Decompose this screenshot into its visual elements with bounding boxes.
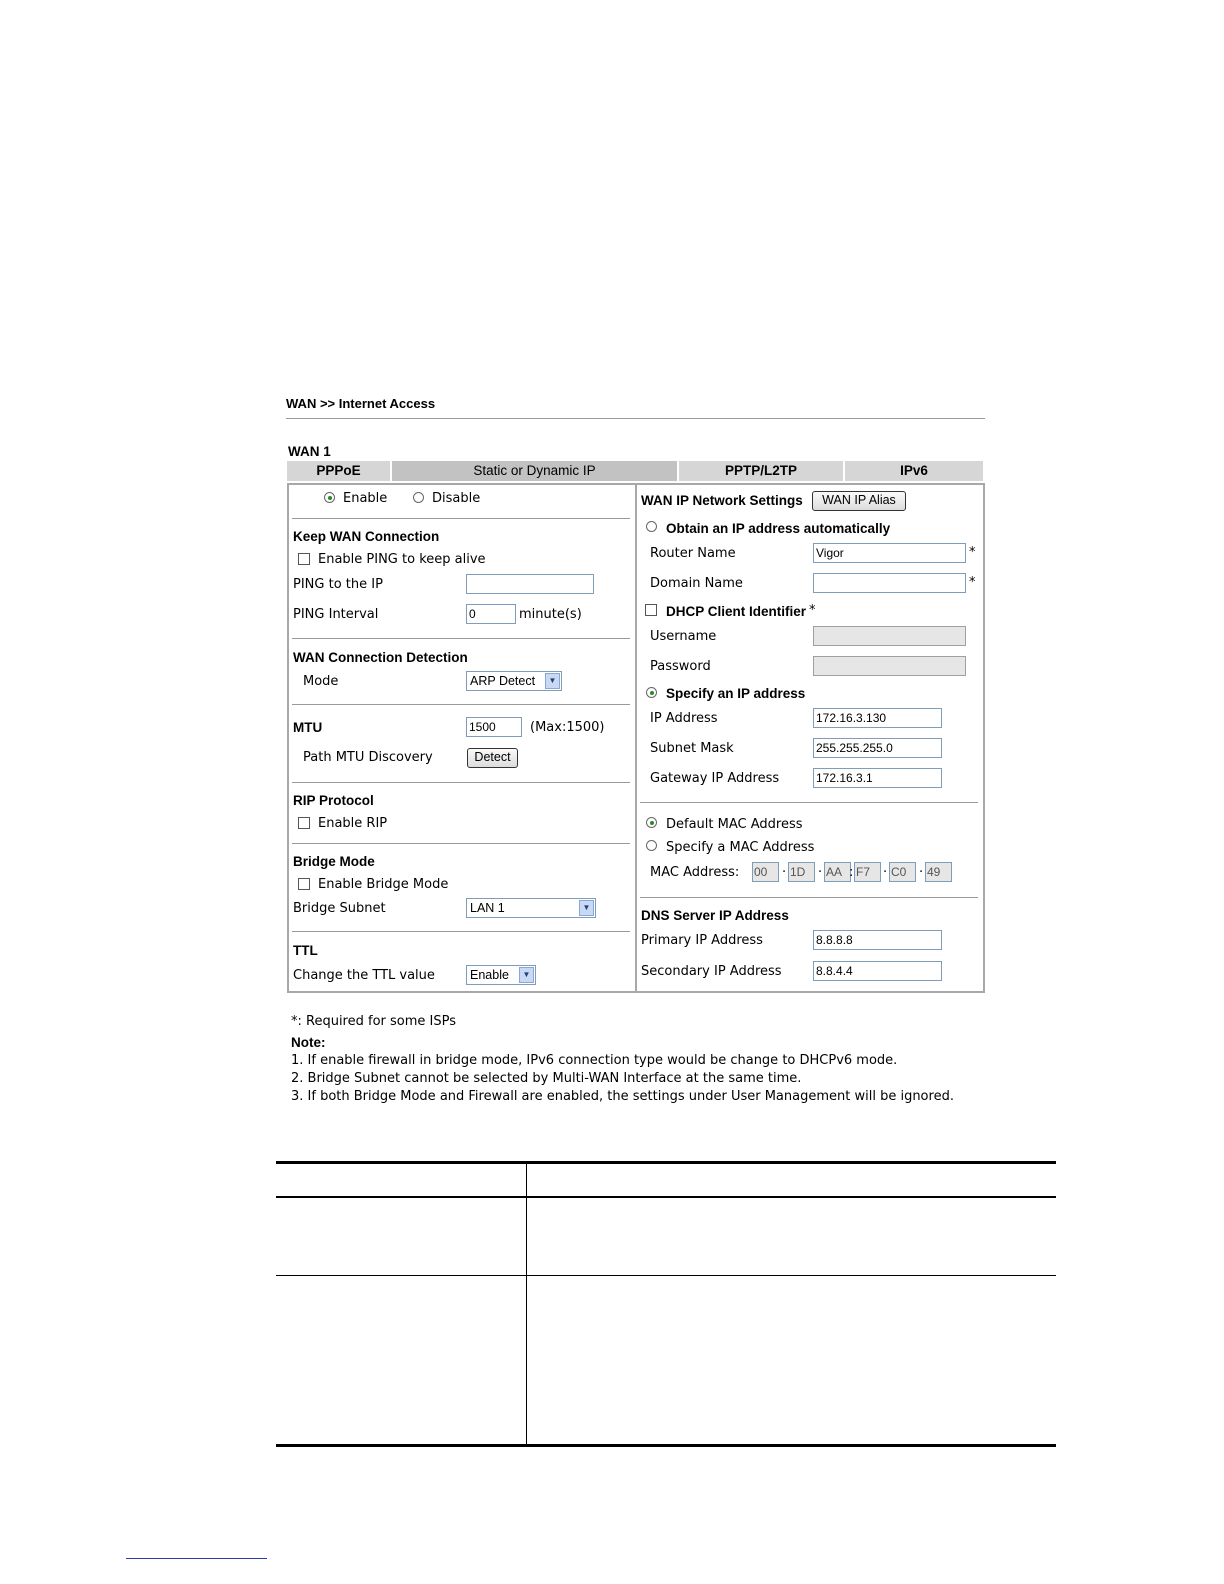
bridge-enable-label: Enable Bridge Mode — [318, 877, 449, 892]
disable-radio[interactable] — [413, 492, 424, 503]
mtu-title: MTU — [293, 720, 323, 735]
domain-name-label: Domain Name — [650, 576, 743, 591]
table-bottom-rule — [276, 1444, 1056, 1447]
specify-ip-radio[interactable] — [646, 687, 657, 698]
mac-octet-4[interactable]: F7 — [854, 862, 881, 882]
domain-name-input[interactable] — [813, 573, 966, 593]
divider — [292, 843, 630, 844]
subnet-mask-input[interactable]: 255.255.255.0 — [813, 738, 942, 758]
specify-mac-radio[interactable] — [646, 840, 657, 851]
divider — [292, 704, 630, 705]
bridge-subnet-select[interactable] — [466, 898, 596, 918]
table-top-rule — [276, 1161, 1056, 1164]
obtain-ip-label: Obtain an IP address automatically — [666, 521, 891, 536]
breadcrumb-divider — [286, 418, 985, 419]
rip-title: RIP Protocol — [293, 793, 374, 808]
gateway-input[interactable]: 172.16.3.1 — [813, 768, 942, 788]
ping-interval-label: PING Interval — [293, 607, 379, 622]
ping-enable-checkbox[interactable] — [298, 553, 310, 565]
username-label: Username — [650, 629, 717, 644]
ip-address-input[interactable]: 172.16.3.130 — [813, 708, 942, 728]
ttl-label: Change the TTL value — [293, 968, 435, 983]
table-column-rule — [526, 1161, 527, 1446]
bridge-subnet-label: Bridge Subnet — [293, 901, 386, 916]
bridge-subnet-value: LAN 1 — [470, 901, 505, 915]
pmtu-label: Path MTU Discovery — [303, 750, 433, 765]
password-input[interactable] — [813, 656, 966, 676]
keep-wan-title: Keep WAN Connection — [293, 529, 440, 544]
default-mac-label: Default MAC Address — [666, 817, 803, 832]
dhcp-client-checkbox[interactable] — [645, 604, 657, 616]
breadcrumb: WAN >> Internet Access — [286, 396, 436, 411]
footer-rule — [126, 1558, 267, 1559]
specify-ip-label: Specify an IP address — [666, 686, 806, 701]
domain-name-required: * — [969, 575, 976, 590]
mac-separator: · — [919, 865, 924, 880]
enable-radio[interactable] — [324, 492, 335, 503]
note-line: 2. Bridge Subnet cannot be selected by Multi-WAN Interface at the same time. — [291, 1071, 802, 1086]
divider — [640, 802, 978, 803]
ping-ip-label: PING to the IP — [293, 577, 383, 592]
divider — [640, 897, 978, 898]
primary-dns-label: Primary IP Address — [641, 933, 763, 948]
tab-static-dynamic-ip[interactable]: Static or Dynamic IP — [392, 461, 677, 481]
ttl-value: Enable — [470, 968, 509, 982]
username-input[interactable] — [813, 626, 966, 646]
primary-dns-input[interactable]: 8.8.8.8 — [813, 930, 942, 950]
mode-select[interactable] — [466, 671, 562, 691]
ping-ip-input[interactable] — [466, 574, 594, 594]
detection-title: WAN Connection Detection — [293, 650, 468, 665]
divider — [292, 782, 630, 783]
divider — [292, 638, 630, 639]
disable-label: Disable — [432, 491, 481, 506]
ping-interval-unit: minute(s) — [519, 607, 582, 622]
rip-enable-checkbox[interactable] — [298, 817, 310, 829]
ttl-select[interactable] — [466, 965, 536, 985]
password-label: Password — [650, 659, 711, 674]
divider — [292, 931, 630, 932]
chevron-down-icon: ▼ — [545, 673, 560, 689]
ip-address-label: IP Address — [650, 711, 718, 726]
mode-label: Mode — [303, 674, 339, 689]
rip-enable-label: Enable RIP — [318, 816, 388, 831]
note-title: Note: — [291, 1035, 326, 1050]
note-line: 1. If enable firewall in bridge mode, IPv6 connection type would be change to DHCPv6 mode. — [291, 1053, 898, 1068]
router-name-label: Router Name — [650, 546, 736, 561]
ttl-title: TTL — [293, 943, 318, 958]
wan-title: WAN 1 — [288, 444, 331, 459]
mac-octet-5[interactable]: C0 — [889, 862, 916, 882]
dhcp-client-required: * — [809, 603, 816, 618]
obtain-ip-radio[interactable] — [646, 521, 657, 532]
required-note: *: Required for some ISPs — [291, 1014, 457, 1029]
bridge-enable-checkbox[interactable] — [298, 878, 310, 890]
wan-ip-alias-button[interactable]: WAN IP Alias — [812, 491, 906, 511]
mac-octet-6[interactable]: 49 — [925, 862, 952, 882]
mac-octet-2[interactable]: 1D — [788, 862, 815, 882]
default-mac-radio[interactable] — [646, 817, 657, 828]
enable-label: Enable — [343, 491, 388, 506]
chevron-down-icon: ▼ — [579, 900, 594, 916]
ping-enable-label: Enable PING to keep alive — [318, 552, 486, 567]
dns-title: DNS Server IP Address — [641, 908, 789, 923]
subnet-mask-label: Subnet Mask — [650, 741, 734, 756]
table-header-rule — [276, 1196, 1056, 1198]
gateway-label: Gateway IP Address — [650, 771, 780, 786]
note-line: 3. If both Bridge Mode and Firewall are enabled, the settings under User Management will be ignored. — [291, 1089, 954, 1104]
panel-split — [635, 483, 637, 993]
specify-mac-label: Specify a MAC Address — [666, 840, 815, 855]
mac-separator: · — [883, 865, 888, 880]
detect-button[interactable]: Detect — [467, 748, 518, 768]
mtu-max: (Max:1500) — [530, 720, 605, 735]
dhcp-client-label: DHCP Client Identifier — [666, 604, 807, 619]
mac-address-label: MAC Address: — [650, 865, 740, 880]
bridge-title: Bridge Mode — [293, 854, 375, 869]
mac-octet-1[interactable]: 00 — [752, 862, 779, 882]
secondary-dns-label: Secondary IP Address — [641, 964, 782, 979]
tab-pptp-l2tp[interactable]: PPTP/L2TP — [679, 461, 843, 481]
wan-ip-settings-title: WAN IP Network Settings — [641, 493, 803, 508]
router-name-required: * — [969, 545, 976, 560]
mac-separator: : — [849, 865, 854, 880]
mac-separator: · — [818, 865, 823, 880]
table-row-rule — [276, 1275, 1056, 1276]
secondary-dns-input[interactable]: 8.8.4.4 — [813, 961, 942, 981]
tab-pppoe[interactable]: PPPoE — [287, 461, 390, 481]
ping-interval-input[interactable]: 0 — [466, 604, 516, 624]
chevron-down-icon: ▼ — [519, 967, 534, 983]
divider — [292, 518, 630, 519]
mac-separator: · — [782, 865, 787, 880]
mtu-input[interactable]: 1500 — [466, 717, 522, 737]
mode-value: ARP Detect — [470, 674, 536, 688]
tab-ipv6[interactable]: IPv6 — [845, 461, 983, 481]
mac-octet-3[interactable]: AA — [824, 862, 851, 882]
router-name-input[interactable]: Vigor — [813, 543, 966, 563]
